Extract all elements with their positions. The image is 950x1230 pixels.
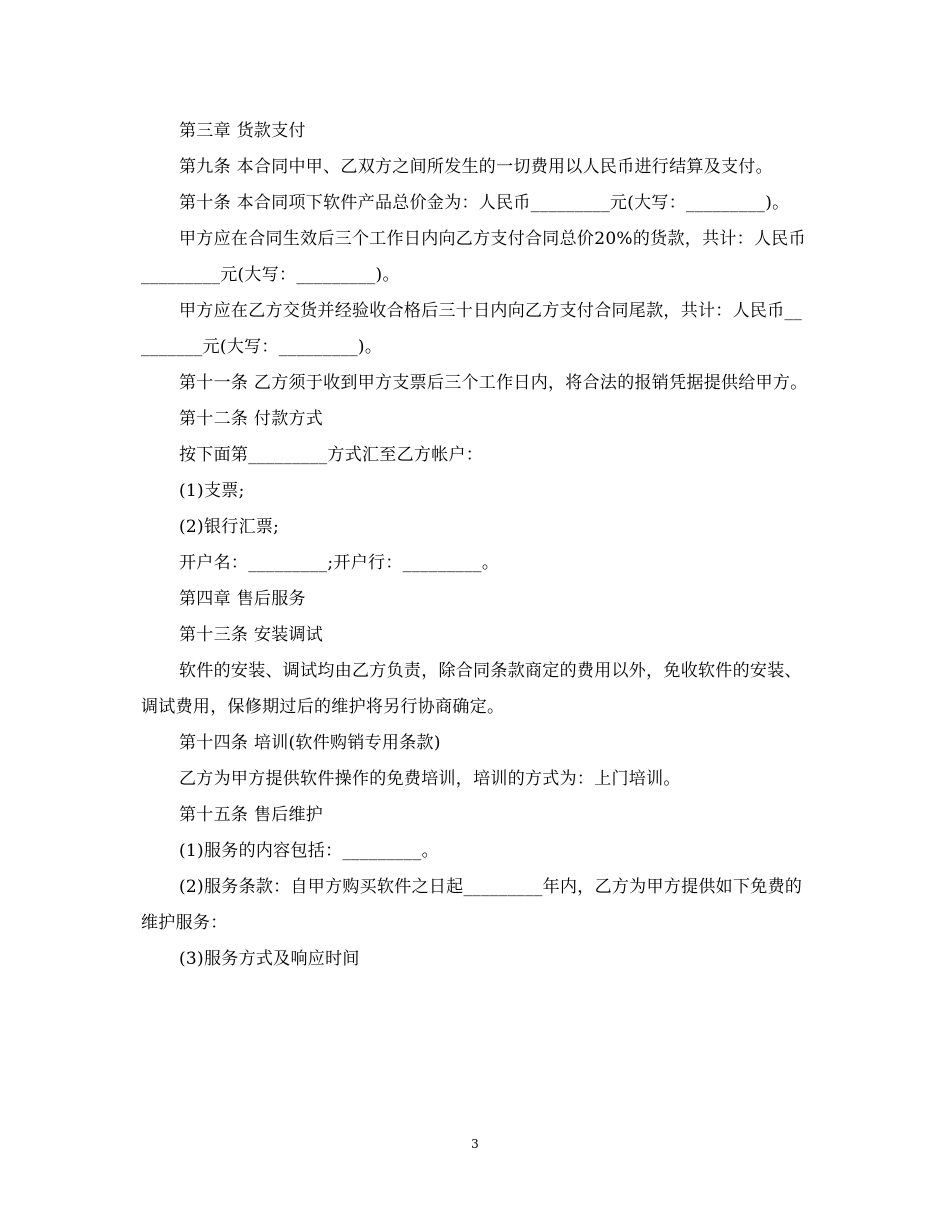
installation-paragraph: 软件的安装、调试均由乙方负责，除合同条款商定的费用以外，免收软件的安装、调试费用，保修期过后的维护将另行协商确定。 <box>141 661 802 717</box>
article-15-heading: 第十五条 售后维护 <box>179 805 324 825</box>
payment-method-line: 按下面第_________方式汇至乙方帐户： <box>179 445 484 465</box>
article-11: 第十一条 乙方须于收到甲方支票后三个工作日内，将合法的报销凭据提供给甲方。 <box>179 373 808 393</box>
article-10: 第十条 本合同项下软件产品总价金为：人民币_________元(大写：_________)。 <box>179 193 790 213</box>
article-14-heading: 第十四条 培训(软件购销专用条款) <box>179 733 441 753</box>
paragraph-advance-payment: 甲方应在合同生效后三个工作日内向乙方支付合同总价20%的货款，共计：人民币_________元(大写：_________)。 <box>141 229 806 285</box>
article-12-heading: 第十二条 付款方式 <box>179 409 324 429</box>
training-paragraph: 乙方为甲方提供软件操作的免费培训，培训的方式为：上门培训。 <box>179 769 681 789</box>
article-9: 第九条 本合同中甲、乙双方之间所发生的一切费用以人民币进行结算及支付。 <box>179 157 773 177</box>
payment-option-draft: (2)银行汇票; <box>179 517 280 537</box>
service-terms-line: (2)服务条款：自甲方购买软件之日起_________年内，乙方为甲方提供如下免费的维护服务： <box>141 877 803 933</box>
paragraph-final-payment: 甲方应在乙方交货并经验收合格后三十日内向乙方支付合同尾款，共计：人民币_________元(大写：_________)。 <box>141 301 803 357</box>
article-13-heading: 第十三条 安装调试 <box>179 625 324 645</box>
document-body <box>141 113 809 977</box>
service-method-line: (3)服务方式及响应时间 <box>179 949 360 969</box>
page-number: 3 <box>471 1137 479 1151</box>
service-content-line: (1)服务的内容包括：_________。 <box>179 841 439 861</box>
payment-option-check: (1)支票; <box>179 481 245 501</box>
chapter-4-heading: 第四章 售后服务 <box>179 589 306 609</box>
bank-account-line: 开户名：_________;开户行：_________。 <box>179 553 500 573</box>
chapter-heading: 第三章 货款支付 <box>179 121 306 141</box>
